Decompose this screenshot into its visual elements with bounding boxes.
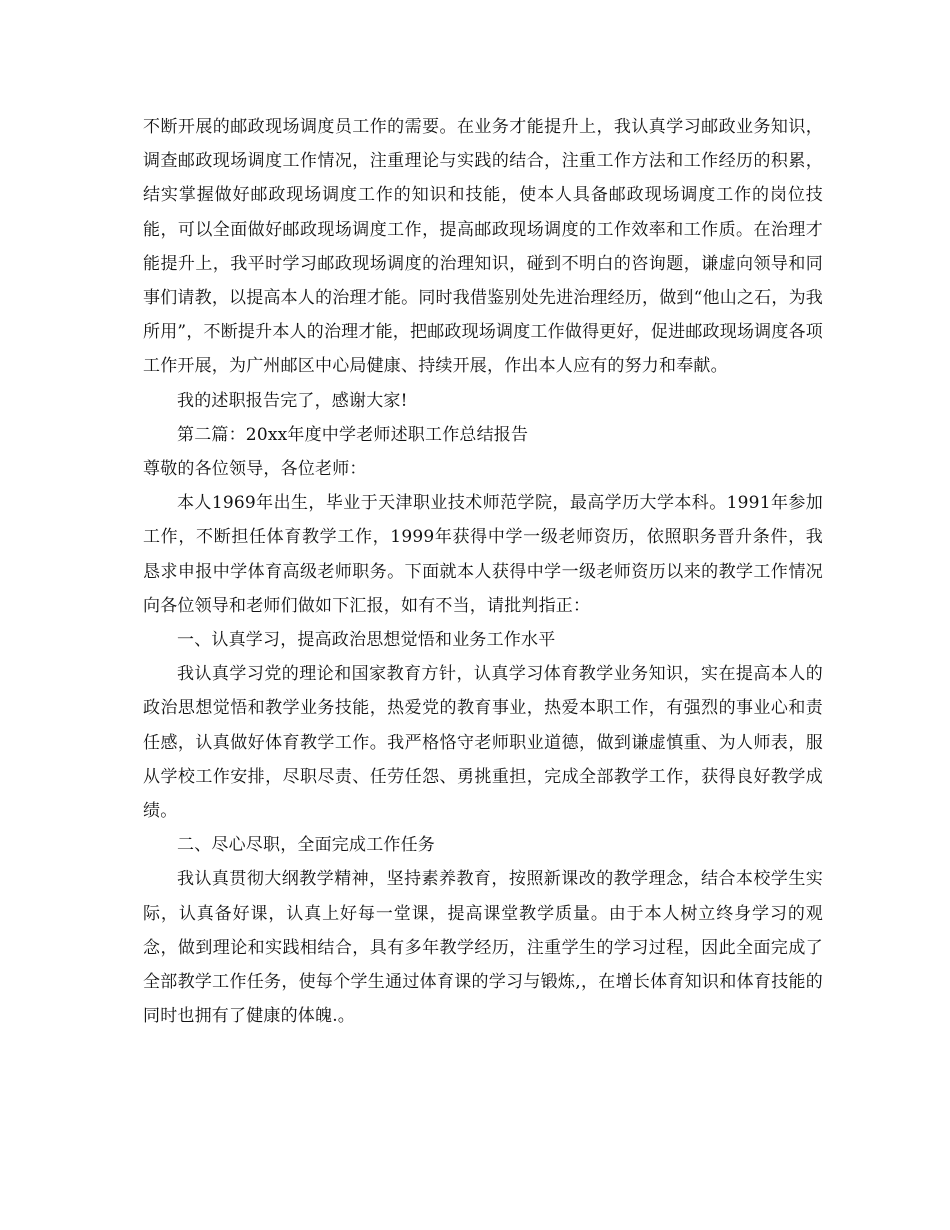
paragraph-study: 我认真学习党的理论和国家教育方针，认真学习体育教学业务知识，实在提高本人的政治思想觉悟和教学业务技能，热爱党的教育事业，热爱本职工作，有强烈的事业心和责任感，认真做好体育教学工作。我严格恪守老师职业道德，做到谦虚慎重、为人师表，服从学校工作安排，尽职尽责、任劳任怨、勇挑重担，完成全部教学工作，获得良好教学成绩。 xyxy=(143,664,823,822)
salutation: 尊敬的各位领导，各位老师： xyxy=(143,459,367,480)
paragraph-closing-thanks: 我的述职报告完了，感谢大家! xyxy=(177,390,408,411)
document-page xyxy=(143,110,823,1033)
paragraph-introduction: 本人1969年出生，毕业于天津职业技术师范学院，最高学历大学本科。1991年参加工作，不断担任体育教学工作，1999年获得中学一级老师资历，依照职务晋升条件，我恳求申报中学体育高级老师职务。下面就本人获得中学一级老师资历以来的教学工作情况向各位领导和老师们做如下汇报，如有不当，请批判指正： xyxy=(143,493,823,616)
heading-study: 一、认真学习，提高政治思想觉悟和业务工作水平 xyxy=(177,630,556,651)
section-title-second-report: 第二篇：20xx年度中学老师述职工作总结报告 xyxy=(177,424,529,445)
paragraph-duties: 我认真贯彻大纲教学精神，坚持素养教育，按照新课改的教学理念，结合本校学生实际，认真备好课，认真上好每一堂课，提高课堂教学质量。由于本人树立终身学习的观念，做到理论和实践相结合，具有多年教学经历，注重学生的学习过程，因此全面完成了全部教学工作任务，使每个学生通过体育课的学习与锻炼,，在增长体育知识和体育技能的同时也拥有了健康的体魄.。 xyxy=(143,869,823,1027)
paragraph-continuation: 不断开展的邮政现场调度员工作的需要。在业务才能提升上，我认真学习邮政业务知识，调查邮政现场调度工作情况，注重理论与实践的结合，注重工作方法和工作经历的积累，结实掌握做好邮政现场调度工作的知识和技能，使本人具备邮政现场调度工作的岗位技能，可以全面做好邮政现场调度工作，提高邮政现场调度的工作效率和工作质。在治理才能提升上，我平时学习邮政现场调度的治理知识，碰到不明白的咨询题，谦虚向领导和同事们请教，以提高本人的治理才能。同时我借鉴别处先进治理经历，做到“他山之石，为我所用”，不断提升本人的治理才能，把邮政现场调度工作做得更好，促进邮政现场调度各项工作开展，为广州邮区中心局健康、持续开展，作出本人应有的努力和奉献。 xyxy=(143,117,823,377)
heading-duties: 二、尽心尽职，全面完成工作任务 xyxy=(177,835,435,856)
